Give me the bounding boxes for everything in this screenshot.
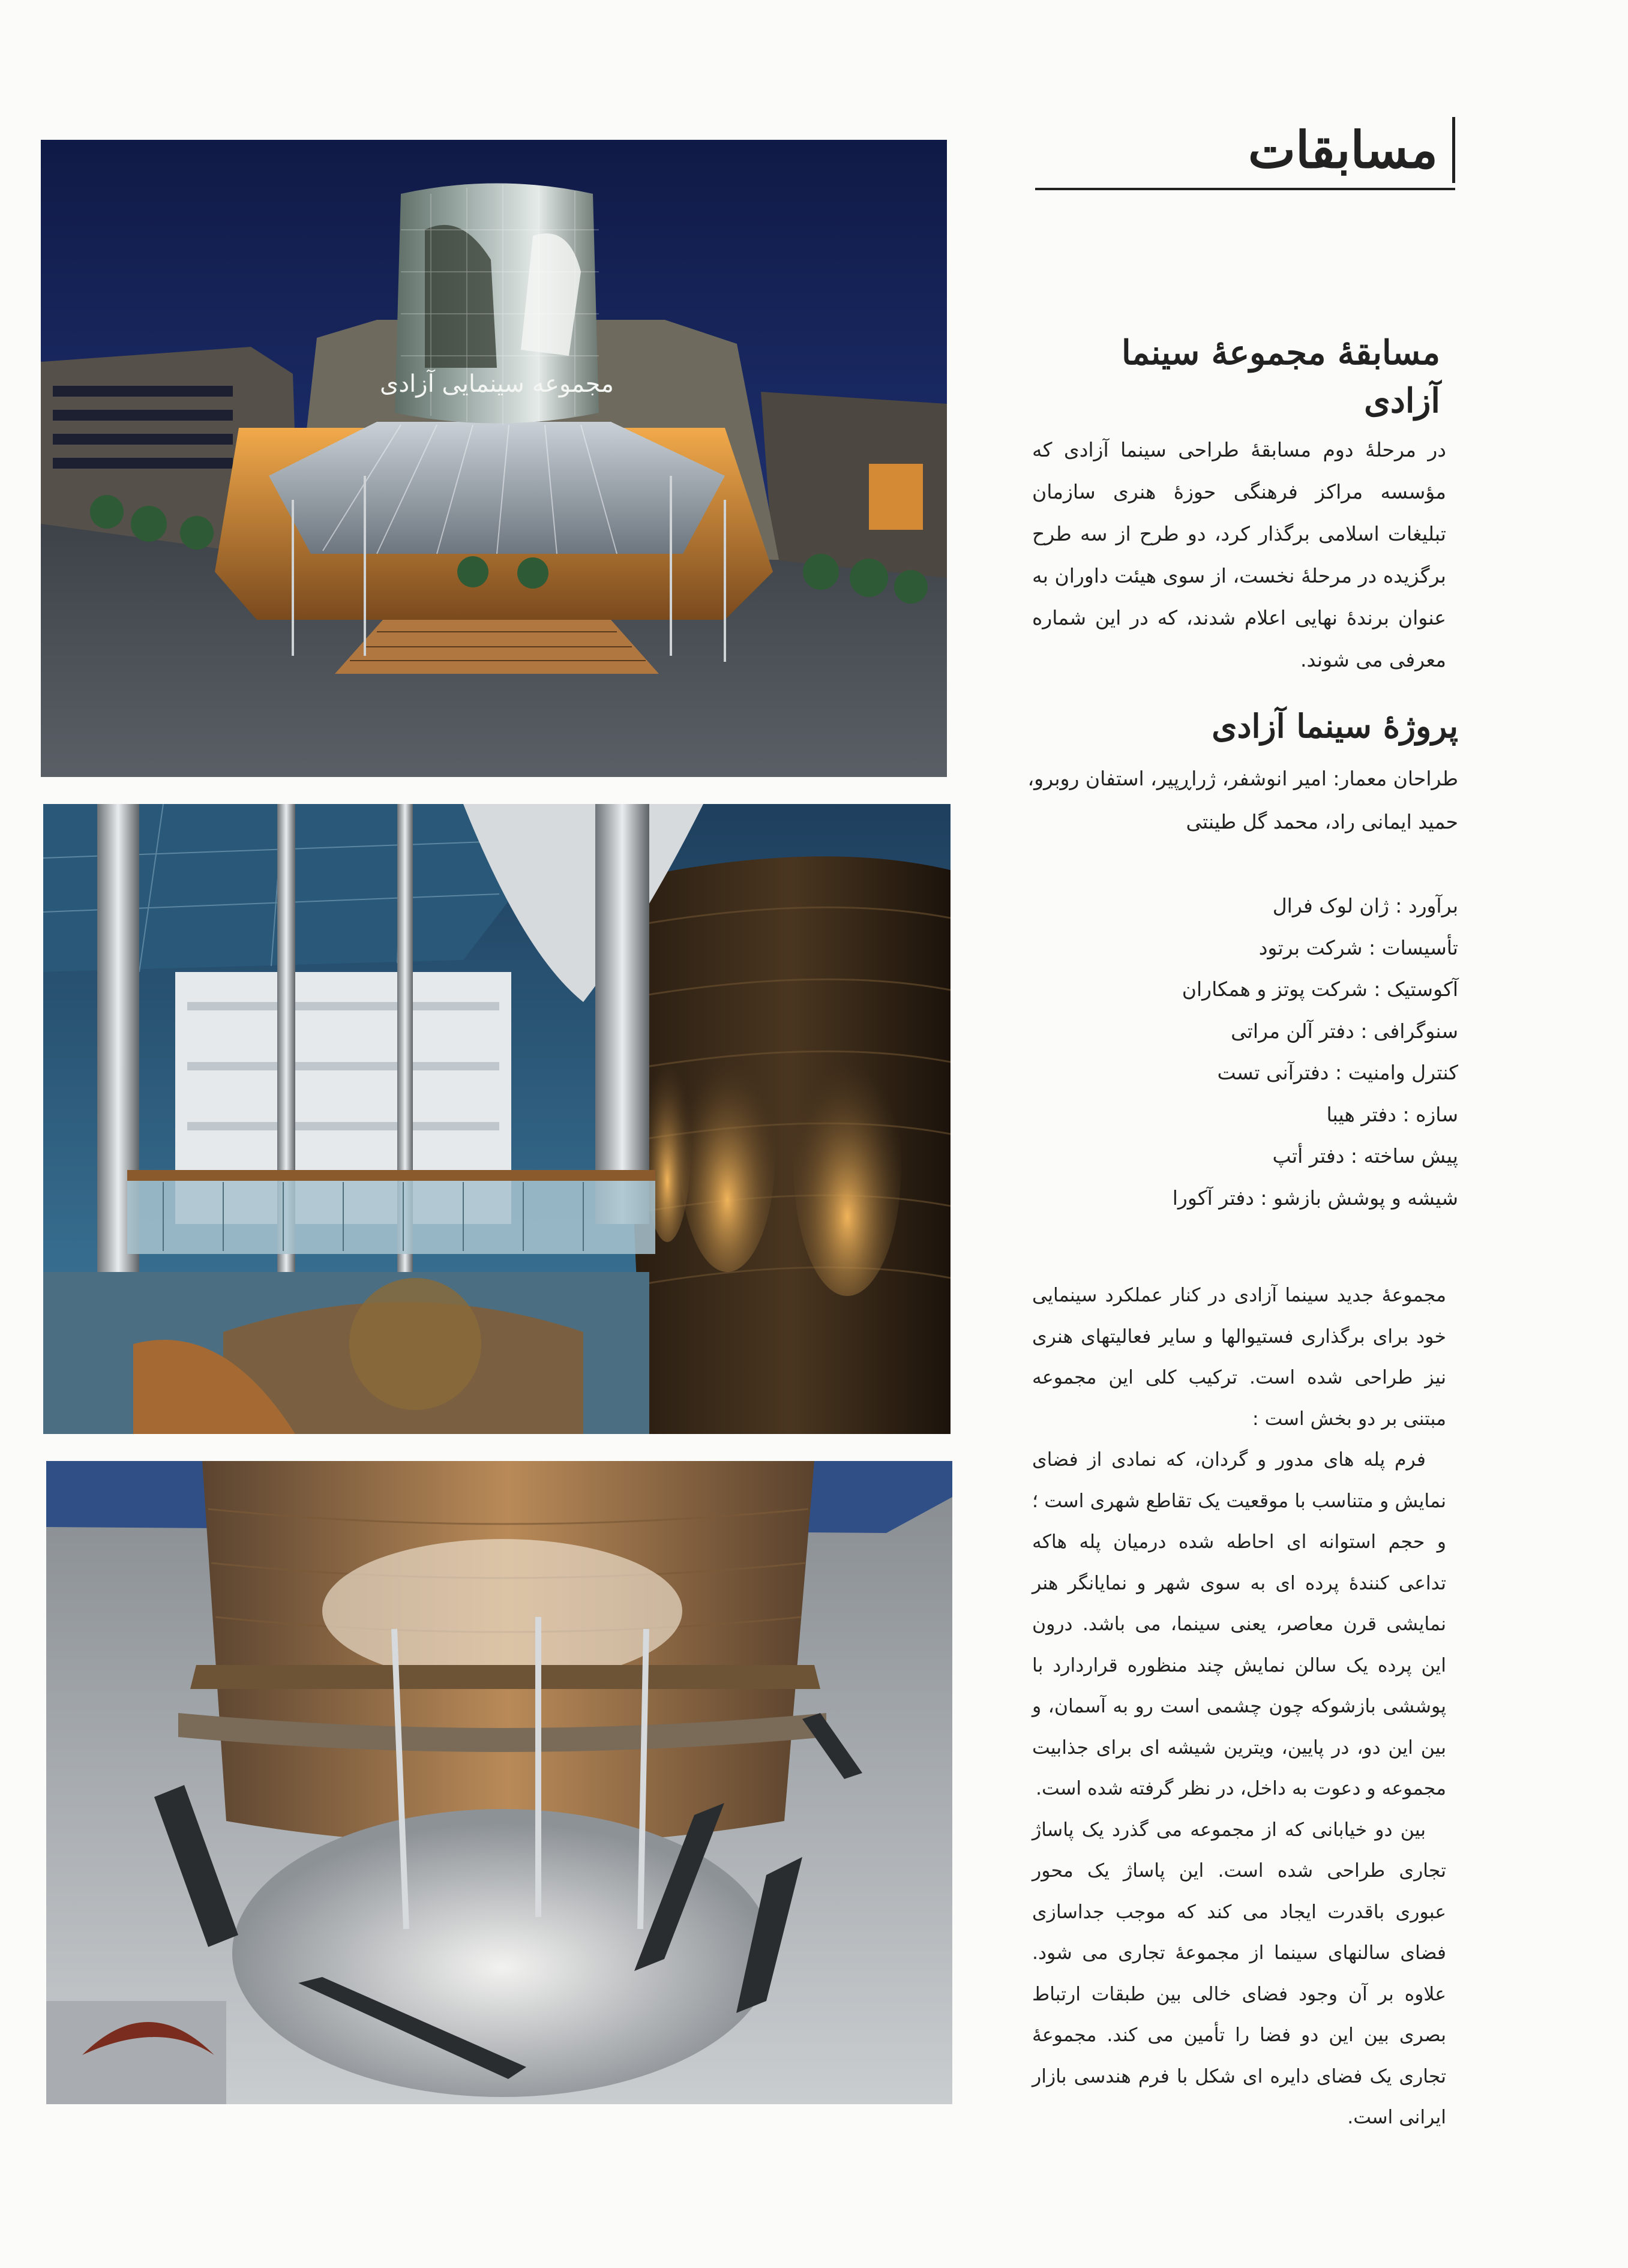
cinema-sign-text: مجموعه سینمایی آزادی [380,370,614,398]
section-rule [1035,188,1455,190]
architects-line: طراحان معمار: امیر انوشفر، ژراڕپیر، استفان روبرو، [1027,767,1458,790]
credit-item: سنوگرافی : دفتر آلن مراتی [1231,1019,1458,1043]
atrium-overhead-rendering [46,1461,952,2104]
consultants-list [1020,885,1458,1219]
credit-item: برآورد : ژان لوک فرال [1272,894,1458,917]
body-paragraph: فرم پله های مدور و گردان، که نمادی از فضای نمایش و متناسب با موقعیت یک تقاطع شهری است ؛ و حجم استوانه ای احاطه شده درمیان پله هاکه تداعی کنندهٔ پرده ای به سوی شهر و نمایانگر هنر نمایشی قرن معاصر، یعنی سینما، می باشد. درون این پرده یک سالن نمایش چند منظوره قراردارد با پوششی بازشوکه چون چشمی است رو به آسمان، و بین این دو، در پایین، ویترین شیشه ای برای جذابیت مجموعه و دعوت به داخل، در نظر گرفته شده است. [1032,1449,1446,1799]
project-heading: پروژهٔ سینما آزادی [1212,707,1458,745]
architects-line: حمید ایمانی راد، محمد گل طینتی [1186,810,1458,833]
credit-item: تأسیسات : شرکت برتود [1258,935,1458,959]
section-header [1035,117,1455,192]
competition-heading: مسابقهٔ مجموعهٔ سینما آزادی [1122,333,1440,421]
body-paragraph: بین دو خیابانی که از مجموعه می گذرد یک پاساژ تجاری طراحی شده است. این پاساژ یک محور عبوری باقدرت ایجاد می کند که موجب جداسازی فضای سالنهای سینما از مجموعهٔ تجاری می شود. علاوه بر آن وجود فضای خالی بین طبقات ارتباط بصری بین این دو فضا را تأمین می کند. مجموعهٔ تجاری یک فضای دایره ای شکل با فرم هندسی بازار ایرانی است. [1032,1819,1446,2128]
intro-paragraph: در مرحلهٔ دوم مسابقهٔ طراحی سینما آزادی که مؤسسه مراکز فرهنگی حوزهٔ هنری سازمان تبلیغات اسلامی برگذار کرد، دو طرح از سه طرح برگزیده در مرحلهٔ نخست، از سوی هیئت داوران به عنوان برندهٔ نهایی اعلام شدند، که در این شماره معرفی می شوند. [1032,438,1446,671]
credit-item: سازه : دفتر هیبا [1326,1102,1458,1126]
credit-item: آکوستیک : شرکت پوتز و همکاران [1182,977,1458,1001]
architects-credit [996,757,1458,844]
credit-item: شیشه و پوشش بازشو : دفتر آکورا [1172,1186,1458,1210]
interior-atrium-rendering [43,804,951,1434]
section-title: مسابقات [1248,117,1455,183]
credit-item: پیش ساخته : دفتر أتپ [1272,1144,1458,1168]
exterior-night-rendering [41,140,947,777]
body-paragraph: مجموعهٔ جدید سینما آزادی در کنار عملکرد سینمایی خود برای برگذاری فستیوالها و سایر فعالیتهای هنری نیز طراحی شده است. ترکیب کلی این مجموعه مبتنی بر دو بخش است : [1032,1285,1446,1430]
credit-item: کنترل وامنیت : دفترآنی تست [1217,1061,1458,1084]
body-text [1032,1275,1446,2138]
